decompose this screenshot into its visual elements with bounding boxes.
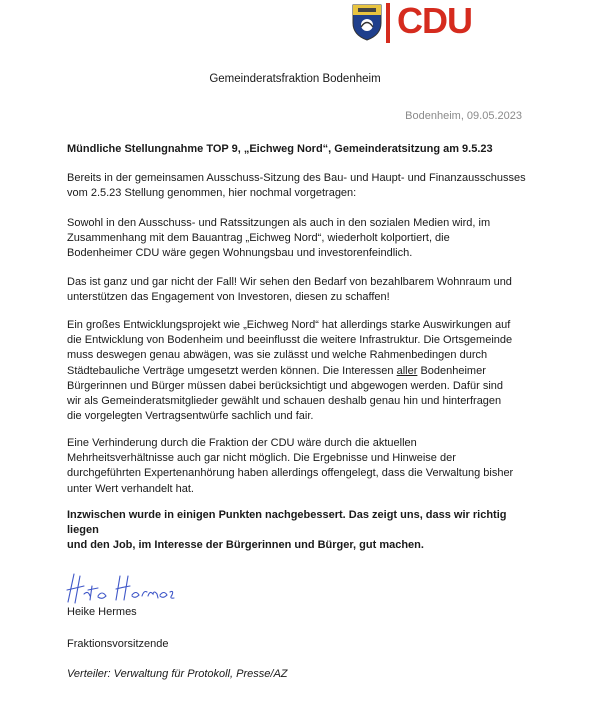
- paragraph-development-part-1: Ein großes Entwicklungsprojekt wie „Eichweg Nord“ hat allerdings starke Auswirkungen auf die Entwicklung von Bodenheim und beeinflusst die weitere Infrastruktur. Die Ortsgemeinde muss deswegen genau abwägen, was sie zulässt und welche Rahmenbedingen durch Städtebauliche Verträge umgesetzt werden können. Die Interessen: [67, 319, 513, 377]
- cdu-logo: [350, 0, 510, 43]
- distribution-list: Verteiler: Verwaltung für Protokoll, Presse/AZ: [67, 668, 288, 680]
- organization-name: Gemeinderatsfraktion Bodenheim: [209, 73, 381, 85]
- coat-of-arms-icon: [350, 3, 384, 41]
- handwritten-signature: [64, 570, 184, 606]
- paragraph-rebuttal: Das ist ganz und gar nicht der Fall! Wir sehen den Bedarf von bezahlbarem Wohnraum und unterstützen das Engagement von Investoren, diesen zu schaffen!: [67, 276, 512, 304]
- cdu-wordmark: CDU: [397, 0, 472, 41]
- paragraph-accusation: Sowohl in den Ausschuss- und Ratssitzungen als auch in den sozialen Medien wird, im Zusammenhang mit dem Bauantrag „Eichweg Nord“, wiederholt kolportiert, die Bodenheimer CDU wäre gegen Wohnungsbau und investorenfeindlich.: [67, 217, 491, 260]
- signer-role: Fraktionsvorsitzende: [67, 638, 169, 650]
- place-date: Bodenheim, 09.05.2023: [405, 110, 522, 122]
- paragraph-conclusion: Inzwischen wurde in einigen Punkten nachgebessert. Das zeigt uns, dass wir richtig liegen und den Job, im Interesse der Bürgerinnen und Bürger, gut machen.: [67, 509, 507, 552]
- signer-name: Heike Hermes: [67, 606, 137, 618]
- underlined-word: aller: [396, 364, 418, 377]
- paragraph-majority: Eine Verhinderung durch die Fraktion der CDU wäre durch die aktuellen Mehrheitsverhältnisse auch gar nicht möglich. Die Ergebnisse und Hinweise der durchgeführten Expertenanhörung haben allerdings offengelegt, dass die Verwaltung bisher unter Wert verhandelt hat.: [67, 437, 514, 495]
- letter-subject: Mündliche Stellungnahme TOP 9, „Eichweg Nord“, Gemeinderatsitzung am 9.5.23: [67, 143, 493, 155]
- paragraph-development: [67, 318, 529, 424]
- paragraph-development-part-2: Bodenheimer Bürgerinnen und Bürger müssen dabei berücksichtigt und abgewogen werden. Dafür sind wir als Gemeinderatsmitglieder gewählt und schauen deshalb genau hin und hinterfragen die vorgelegten Vertragsentwürfe sachlich und fair.: [67, 364, 503, 423]
- paragraph-intro: Bereits in der gemeinsamen Ausschuss-Sitzung des Bau- und Haupt- und Finanzausschusses vom 2.5.23 Stellung genommen, hier nochmal vorgetragen:: [67, 172, 526, 200]
- logo-divider: [386, 3, 390, 43]
